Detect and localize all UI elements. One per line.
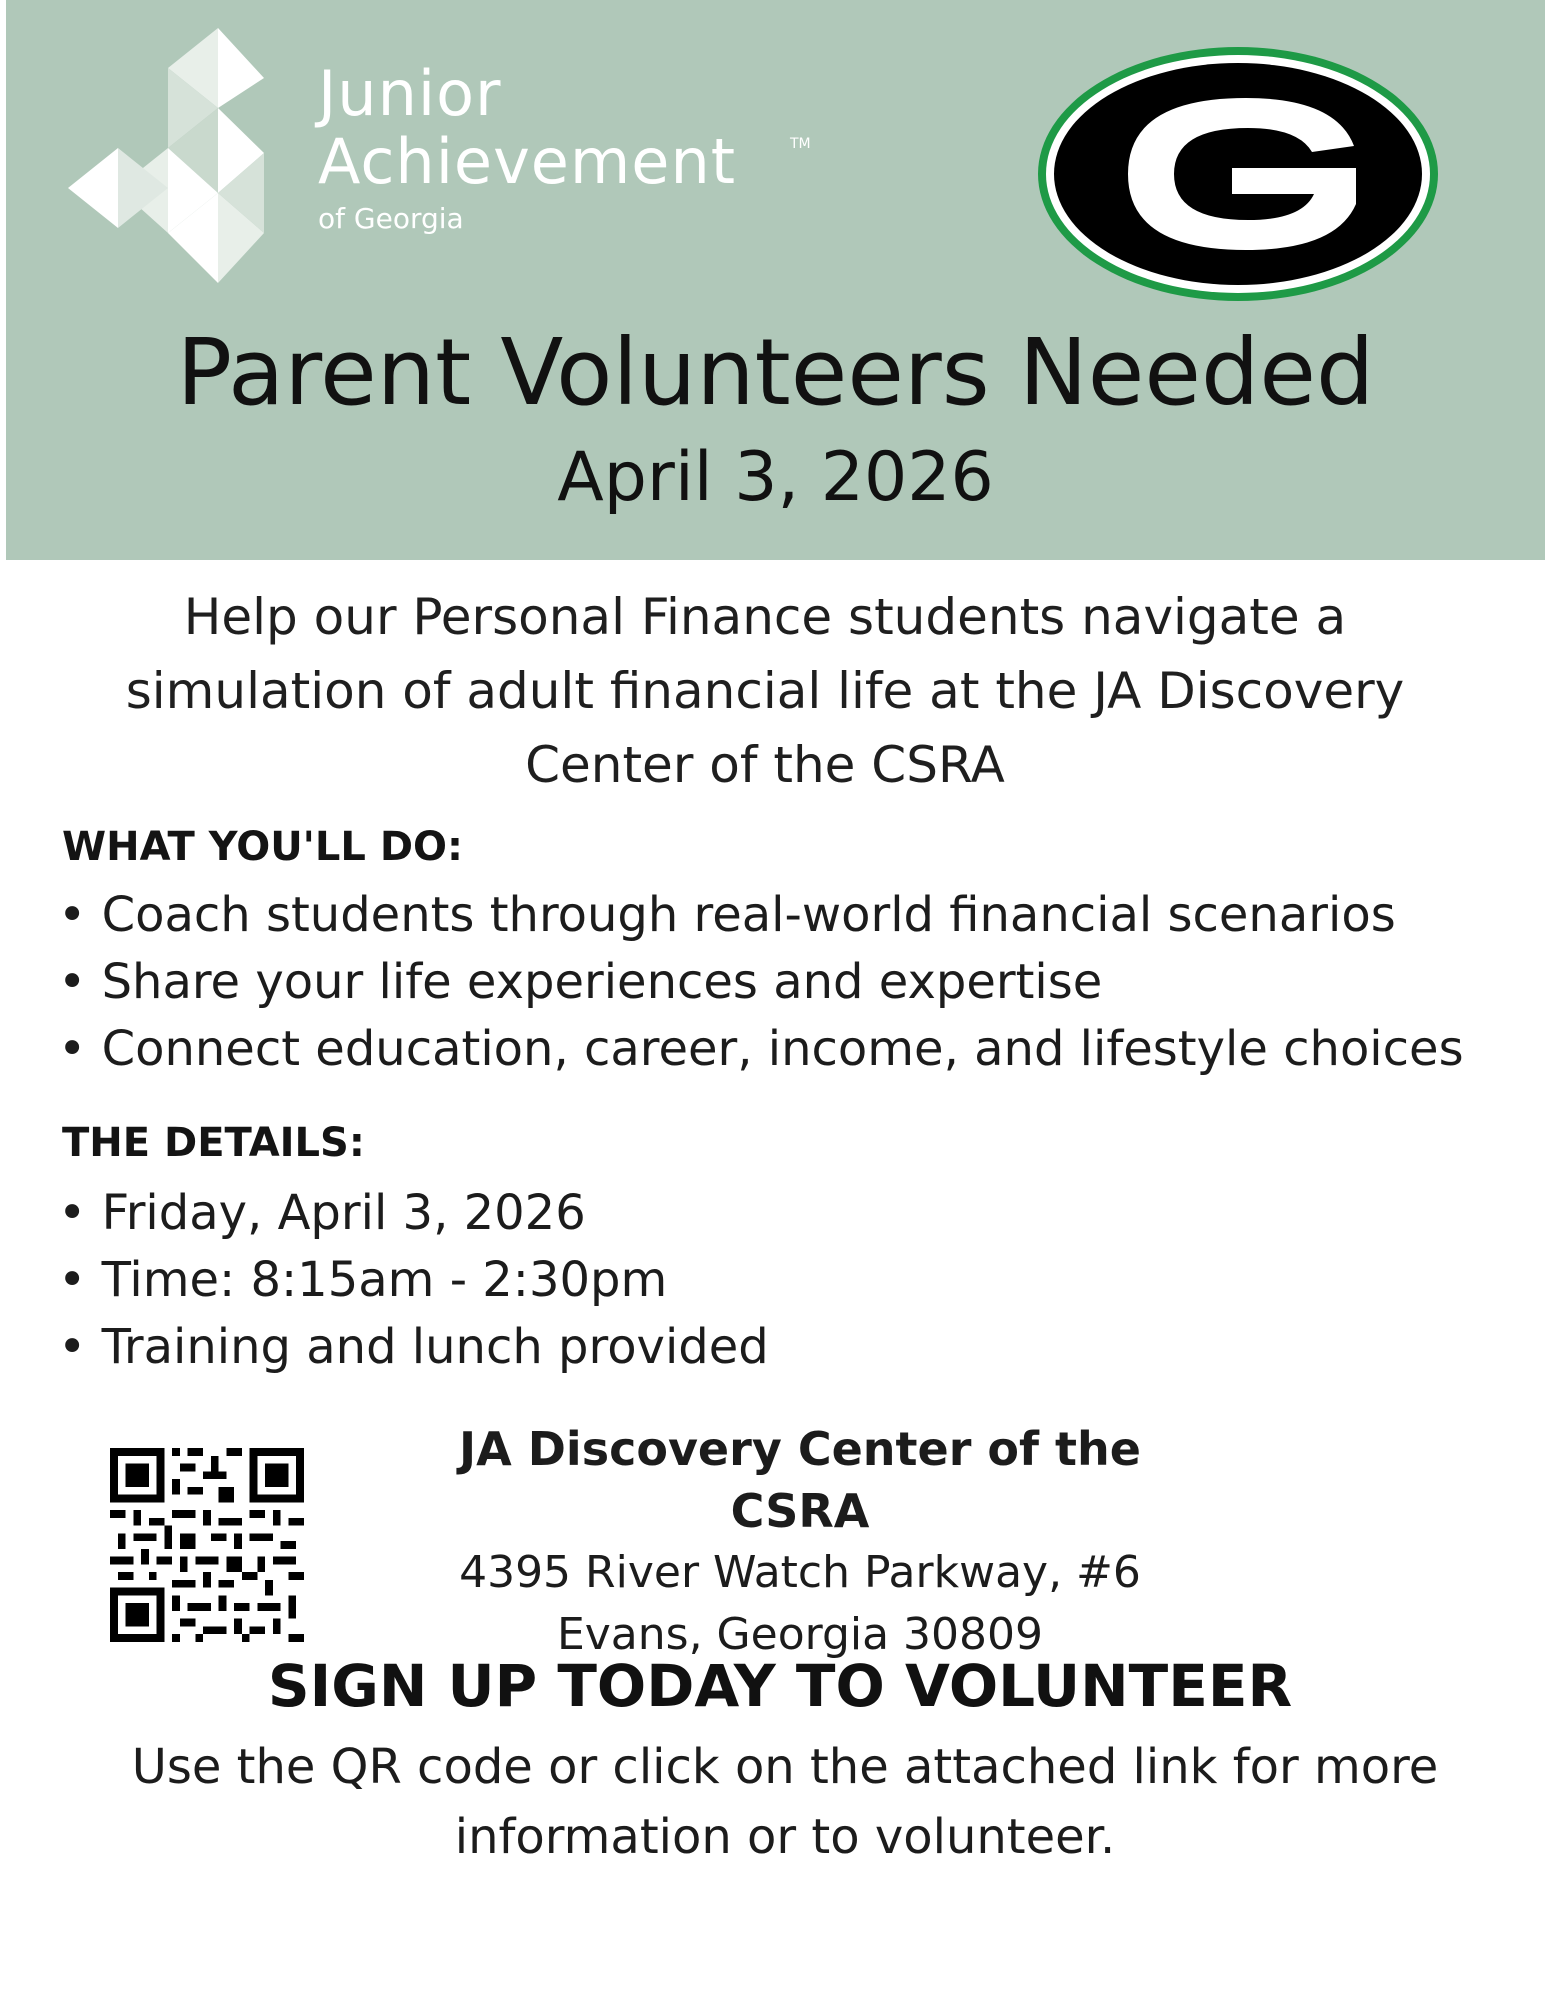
header-banner [6, 0, 1545, 560]
georgia-g-icon [1036, 44, 1441, 304]
qr-code-icon[interactable] [110, 1448, 304, 1642]
venue-block [400, 1418, 1200, 1666]
what-you-do-heading: WHAT YOU'LL DO: [62, 824, 464, 870]
event-date: April 3, 2026 [557, 438, 994, 517]
venue-address-line-2: Evans, Georgia 30809 [556, 1609, 1044, 1660]
list-item: • Share your life experiences and expertise [58, 954, 1103, 1010]
list-item: • Friday, April 3, 2026 [58, 1185, 586, 1241]
page-title: Parent Volunteers Needed [176, 319, 1375, 426]
ja-trademark: TM [790, 136, 811, 152]
list-item: • Connect education, career, income, and lifestyle choices [58, 1021, 1464, 1077]
list-item: • Coach students through real-world financial scenarios [58, 887, 1396, 943]
what-you-do-list [58, 882, 1464, 1083]
intro-paragraph: Help our Personal Finance students navigate a simulation of adult financial life at the JA Discovery Center of the CSRA [125, 588, 1405, 794]
ja-line-1: Junior [318, 57, 502, 130]
details-heading: THE DETAILS: [62, 1120, 365, 1166]
venue-name: JA Discovery Center of the CSRA [459, 1422, 1141, 1538]
ja-line-2: Achievement [318, 125, 737, 198]
list-item: • Time: 8:15am - 2:30pm [58, 1252, 668, 1308]
ja-wordmark [318, 57, 811, 235]
ja-triangle-logo-icon [68, 28, 288, 283]
signup-heading: SIGN UP TODAY TO VOLUNTEER [267, 1652, 1293, 1720]
ja-sub: of Georgia [318, 202, 464, 235]
details-list [58, 1180, 769, 1381]
venue-address-line-1: 4395 River Watch Parkway, #6 [459, 1547, 1141, 1598]
list-item: • Training and lunch provided [58, 1319, 769, 1375]
cta-text: Use the QR code or click on the attached link for more information or to volunteer. [131, 1739, 1439, 1865]
